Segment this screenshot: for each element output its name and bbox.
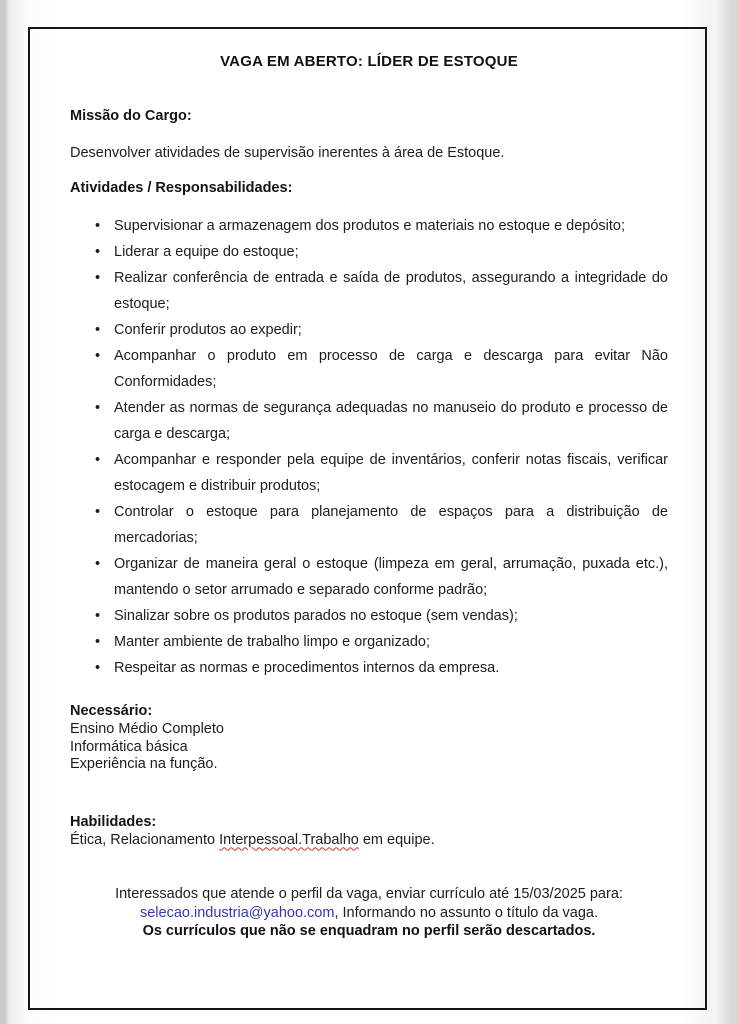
list-item-text: Acompanhar e responder pela equipe de inventários, conferir notas fiscais, verificar estocagem e distribuir produtos; bbox=[114, 452, 668, 494]
skills-heading: Habilidades: bbox=[70, 813, 157, 830]
bullet-icon: • bbox=[95, 270, 101, 286]
job-posting-sheet bbox=[28, 27, 707, 1010]
bullet-icon: • bbox=[95, 400, 101, 416]
list-item bbox=[70, 629, 668, 655]
list-item bbox=[70, 239, 668, 265]
bullet-icon: • bbox=[95, 608, 101, 624]
list-item bbox=[70, 447, 668, 499]
requirements-heading: Necessário: bbox=[70, 703, 153, 719]
skills-text-prefix: Ética, Relacionamento bbox=[70, 831, 220, 848]
list-item bbox=[70, 551, 668, 603]
bullet-icon: • bbox=[95, 452, 101, 468]
list-item bbox=[70, 265, 668, 317]
email-link[interactable]: selecao.industria@yahoo.com bbox=[139, 904, 335, 921]
list-item bbox=[70, 213, 668, 239]
list-item-text: Acompanhar o produto em processo de carga e descarga para evitar Não Conformidades; bbox=[114, 348, 668, 390]
bullet-icon: • bbox=[95, 244, 101, 260]
bullet-icon: • bbox=[95, 348, 101, 364]
list-item-text: Respeitar as normas e procedimentos internos da empresa. bbox=[114, 660, 500, 676]
list-item-text: Organizar de maneira geral o estoque (limpeza em geral, arrumação, puxada etc.), mantendo o setor arrumado e separado conforme padrão; bbox=[114, 556, 668, 598]
list-item-text: Controlar o estoque para planejamento de espaços para a distribuição de mercadorias; bbox=[114, 504, 668, 546]
responsibilities-list bbox=[70, 213, 668, 681]
skills-text-suffix: em equipe. bbox=[358, 831, 435, 848]
list-item-text: Liderar a equipe do estoque; bbox=[114, 244, 299, 260]
bullet-icon: • bbox=[95, 660, 101, 676]
skills-line bbox=[70, 832, 668, 850]
application-instructions bbox=[70, 885, 668, 941]
list-item-text: Sinalizar sobre os produtos parados no estoque (sem vendas); bbox=[114, 608, 518, 624]
mission-body: Desenvolver atividades de supervisão inerentes à área de Estoque. bbox=[70, 145, 505, 161]
spellcheck-flagged-text: Interpessoal.Trabalho bbox=[219, 831, 359, 848]
apply-email-line-rest: , Informando no assunto o título da vaga. bbox=[334, 904, 599, 921]
list-item bbox=[70, 499, 668, 551]
bullet-icon: • bbox=[95, 556, 101, 572]
requirements-lines bbox=[70, 721, 668, 774]
bullet-icon: • bbox=[95, 504, 101, 520]
list-item-text: Supervisionar a armazenagem dos produtos e materiais no estoque e depósito; bbox=[114, 218, 626, 234]
list-item bbox=[70, 317, 668, 343]
list-item-text: Realizar conferência de entrada e saída de produtos, assegurando a integridade do estoque; bbox=[114, 270, 668, 312]
list-item-text: Manter ambiente de trabalho limpo e organizado; bbox=[114, 634, 430, 650]
apply-warning-line: Os currículos que não se enquadram no perfil serão descartados. bbox=[142, 923, 596, 939]
apply-email-line bbox=[70, 904, 668, 923]
bullet-icon: • bbox=[95, 218, 101, 234]
list-item bbox=[70, 655, 668, 681]
requirement-line: Ensino Médio Completo bbox=[70, 721, 224, 737]
page-title: VAGA EM ABERTO: LÍDER DE ESTOQUE bbox=[220, 53, 518, 70]
requirement-line: Experiência na função. bbox=[70, 756, 218, 772]
bullet-icon: • bbox=[95, 322, 101, 338]
list-item bbox=[70, 603, 668, 629]
list-item bbox=[70, 395, 668, 447]
mission-heading: Missão do Cargo: bbox=[70, 108, 192, 124]
list-item bbox=[70, 343, 668, 395]
responsibilities-heading: Atividades / Responsabilidades: bbox=[70, 180, 293, 196]
list-item-text: Atender as normas de segurança adequadas no manuseio do produto e processo de carga e descarga; bbox=[114, 400, 668, 442]
requirement-line: Informática básica bbox=[70, 738, 188, 755]
list-item-text: Conferir produtos ao expedir; bbox=[114, 322, 302, 338]
apply-deadline-line: Interessados que atende o perfil da vaga, enviar currículo até 15/03/2025 para: bbox=[115, 886, 623, 902]
bullet-icon: • bbox=[95, 634, 101, 650]
